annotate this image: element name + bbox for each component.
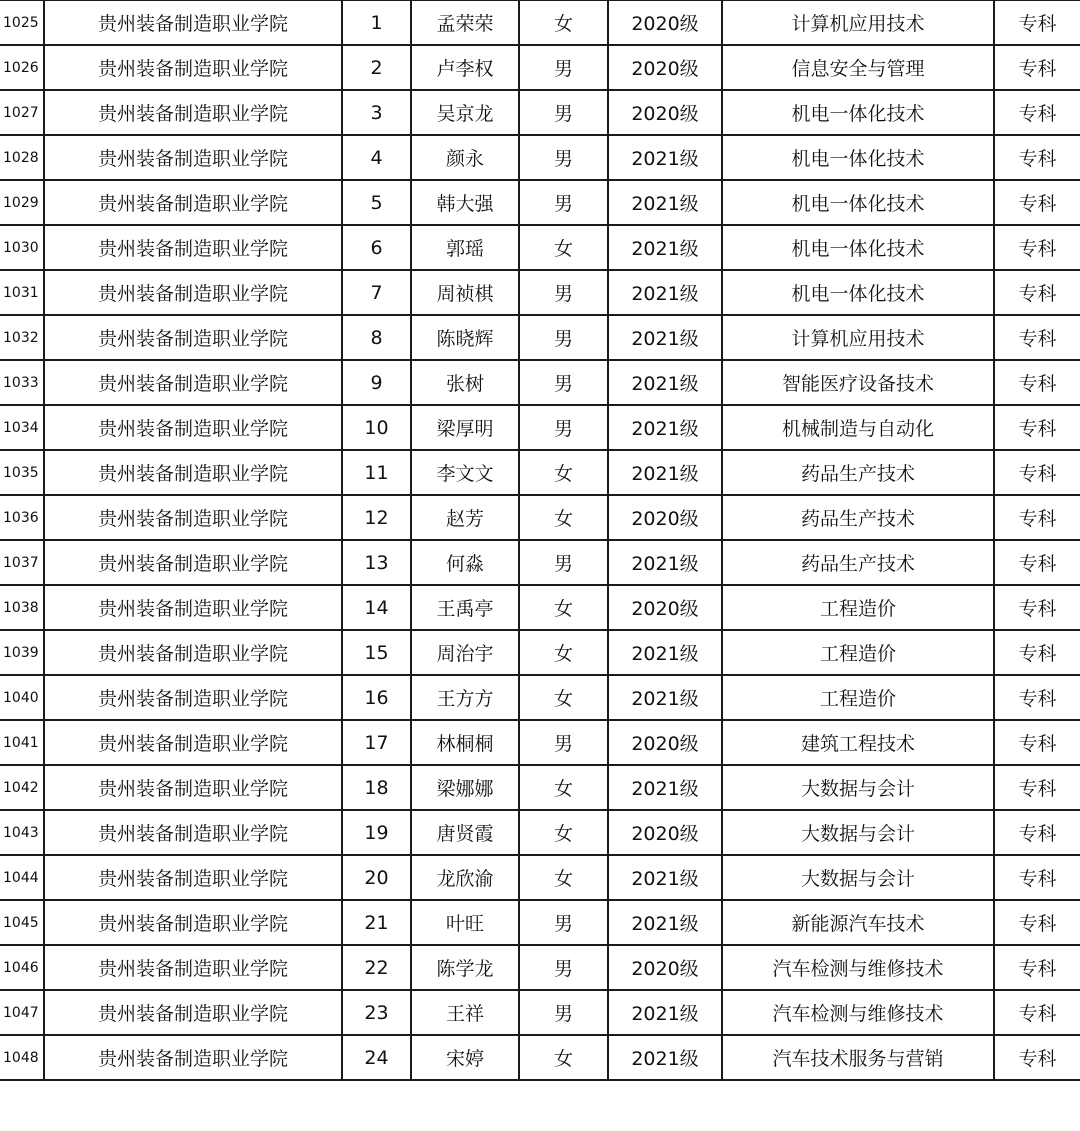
- student-name-cell[interactable]: 陈学龙: [411, 945, 519, 990]
- student-name-cell[interactable]: 林桐桐: [411, 720, 519, 765]
- education-level-cell[interactable]: 专科: [994, 675, 1080, 720]
- sequence-cell[interactable]: 8: [342, 315, 411, 360]
- major-cell[interactable]: 工程造价: [722, 585, 994, 630]
- sequence-cell[interactable]: 18: [342, 765, 411, 810]
- sequence-cell[interactable]: 4: [342, 135, 411, 180]
- education-level-cell[interactable]: 专科: [994, 270, 1080, 315]
- row-number-cell[interactable]: 1037: [0, 540, 44, 585]
- table-row[interactable]: [0, 855, 1080, 900]
- row-number-cell[interactable]: 1036: [0, 495, 44, 540]
- sequence-cell[interactable]: 24: [342, 1035, 411, 1080]
- table-row[interactable]: [0, 450, 1080, 495]
- gender-cell[interactable]: 女: [519, 225, 608, 270]
- table-row[interactable]: [0, 315, 1080, 360]
- student-name-cell[interactable]: 颜永: [411, 135, 519, 180]
- major-cell[interactable]: 机械制造与自动化: [722, 405, 994, 450]
- gender-cell[interactable]: 男: [519, 45, 608, 90]
- school-cell[interactable]: 贵州装备制造职业学院: [44, 675, 342, 720]
- gender-cell[interactable]: 男: [519, 360, 608, 405]
- sequence-cell[interactable]: 23: [342, 990, 411, 1035]
- sequence-cell[interactable]: 21: [342, 900, 411, 945]
- sequence-cell[interactable]: 17: [342, 720, 411, 765]
- row-number-cell[interactable]: 1029: [0, 180, 44, 225]
- student-name-cell[interactable]: 王方方: [411, 675, 519, 720]
- row-number-cell[interactable]: 1038: [0, 585, 44, 630]
- table-row[interactable]: [0, 225, 1080, 270]
- student-name-cell[interactable]: 龙欣渝: [411, 855, 519, 900]
- student-name-cell[interactable]: 唐贤霞: [411, 810, 519, 855]
- student-name-cell[interactable]: 郭瑶: [411, 225, 519, 270]
- gender-cell[interactable]: 女: [519, 765, 608, 810]
- school-cell[interactable]: 贵州装备制造职业学院: [44, 585, 342, 630]
- school-cell[interactable]: 贵州装备制造职业学院: [44, 855, 342, 900]
- sequence-cell[interactable]: 3: [342, 90, 411, 135]
- school-cell[interactable]: 贵州装备制造职业学院: [44, 90, 342, 135]
- major-cell[interactable]: 大数据与会计: [722, 810, 994, 855]
- table-row[interactable]: [0, 720, 1080, 765]
- sequence-cell[interactable]: 11: [342, 450, 411, 495]
- major-cell[interactable]: 大数据与会计: [722, 855, 994, 900]
- major-cell[interactable]: 药品生产技术: [722, 540, 994, 585]
- education-level-cell[interactable]: 专科: [994, 585, 1080, 630]
- student-name-cell[interactable]: 叶旺: [411, 900, 519, 945]
- student-name-cell[interactable]: 王禹亭: [411, 585, 519, 630]
- school-cell[interactable]: 贵州装备制造职业学院: [44, 495, 342, 540]
- grade-cell[interactable]: 2021级: [608, 540, 722, 585]
- major-cell[interactable]: 工程造价: [722, 630, 994, 675]
- major-cell[interactable]: 机电一体化技术: [722, 135, 994, 180]
- school-cell[interactable]: 贵州装备制造职业学院: [44, 720, 342, 765]
- gender-cell[interactable]: 男: [519, 270, 608, 315]
- student-name-cell[interactable]: 周治宇: [411, 630, 519, 675]
- school-cell[interactable]: 贵州装备制造职业学院: [44, 450, 342, 495]
- gender-cell[interactable]: 女: [519, 495, 608, 540]
- grade-cell[interactable]: 2020级: [608, 945, 722, 990]
- major-cell[interactable]: 机电一体化技术: [722, 180, 994, 225]
- table-row[interactable]: [0, 90, 1080, 135]
- major-cell[interactable]: 计算机应用技术: [722, 315, 994, 360]
- grade-cell[interactable]: 2021级: [608, 990, 722, 1035]
- student-name-cell[interactable]: 梁娜娜: [411, 765, 519, 810]
- table-row[interactable]: [0, 630, 1080, 675]
- sequence-cell[interactable]: 15: [342, 630, 411, 675]
- education-level-cell[interactable]: 专科: [994, 855, 1080, 900]
- major-cell[interactable]: 汽车检测与维修技术: [722, 945, 994, 990]
- grade-cell[interactable]: 2021级: [608, 180, 722, 225]
- row-number-cell[interactable]: 1025: [0, 0, 44, 45]
- gender-cell[interactable]: 女: [519, 675, 608, 720]
- table-row[interactable]: [0, 180, 1080, 225]
- school-cell[interactable]: 贵州装备制造职业学院: [44, 45, 342, 90]
- row-number-cell[interactable]: 1030: [0, 225, 44, 270]
- education-level-cell[interactable]: 专科: [994, 495, 1080, 540]
- sequence-cell[interactable]: 22: [342, 945, 411, 990]
- gender-cell[interactable]: 男: [519, 405, 608, 450]
- sequence-cell[interactable]: 10: [342, 405, 411, 450]
- education-level-cell[interactable]: 专科: [994, 765, 1080, 810]
- grade-cell[interactable]: 2021级: [608, 900, 722, 945]
- table-row[interactable]: [0, 675, 1080, 720]
- grade-cell[interactable]: 2021级: [608, 315, 722, 360]
- table-row[interactable]: [0, 405, 1080, 450]
- row-number-cell[interactable]: 1032: [0, 315, 44, 360]
- major-cell[interactable]: 工程造价: [722, 675, 994, 720]
- school-cell[interactable]: 贵州装备制造职业学院: [44, 810, 342, 855]
- student-name-cell[interactable]: 张树: [411, 360, 519, 405]
- major-cell[interactable]: 药品生产技术: [722, 450, 994, 495]
- gender-cell[interactable]: 女: [519, 810, 608, 855]
- major-cell[interactable]: 机电一体化技术: [722, 90, 994, 135]
- school-cell[interactable]: 贵州装备制造职业学院: [44, 765, 342, 810]
- education-level-cell[interactable]: 专科: [994, 45, 1080, 90]
- student-name-cell[interactable]: 吴京龙: [411, 90, 519, 135]
- education-level-cell[interactable]: 专科: [994, 0, 1080, 45]
- sequence-cell[interactable]: 5: [342, 180, 411, 225]
- sequence-cell[interactable]: 1: [342, 0, 411, 45]
- table-row[interactable]: [0, 810, 1080, 855]
- grade-cell[interactable]: 2020级: [608, 90, 722, 135]
- gender-cell[interactable]: 女: [519, 855, 608, 900]
- major-cell[interactable]: 新能源汽车技术: [722, 900, 994, 945]
- row-number-cell[interactable]: 1026: [0, 45, 44, 90]
- sequence-cell[interactable]: 13: [342, 540, 411, 585]
- row-number-cell[interactable]: 1027: [0, 90, 44, 135]
- table-row[interactable]: [0, 900, 1080, 945]
- table-row[interactable]: [0, 765, 1080, 810]
- school-cell[interactable]: 贵州装备制造职业学院: [44, 900, 342, 945]
- gender-cell[interactable]: 男: [519, 720, 608, 765]
- major-cell[interactable]: 机电一体化技术: [722, 270, 994, 315]
- school-cell[interactable]: 贵州装备制造职业学院: [44, 180, 342, 225]
- grade-cell[interactable]: 2021级: [608, 225, 722, 270]
- gender-cell[interactable]: 男: [519, 180, 608, 225]
- school-cell[interactable]: 贵州装备制造职业学院: [44, 225, 342, 270]
- education-level-cell[interactable]: 专科: [994, 990, 1080, 1035]
- grade-cell[interactable]: 2021级: [608, 450, 722, 495]
- grade-cell[interactable]: 2020级: [608, 45, 722, 90]
- row-number-cell[interactable]: 1043: [0, 810, 44, 855]
- grade-cell[interactable]: 2020级: [608, 810, 722, 855]
- student-name-cell[interactable]: 王祥: [411, 990, 519, 1035]
- table-row[interactable]: [0, 0, 1080, 45]
- gender-cell[interactable]: 女: [519, 0, 608, 45]
- education-level-cell[interactable]: 专科: [994, 810, 1080, 855]
- table-row[interactable]: [0, 270, 1080, 315]
- grade-cell[interactable]: 2021级: [608, 855, 722, 900]
- row-number-cell[interactable]: 1048: [0, 1035, 44, 1080]
- major-cell[interactable]: 建筑工程技术: [722, 720, 994, 765]
- major-cell[interactable]: 计算机应用技术: [722, 0, 994, 45]
- table-row[interactable]: [0, 585, 1080, 630]
- gender-cell[interactable]: 女: [519, 630, 608, 675]
- major-cell[interactable]: 汽车检测与维修技术: [722, 990, 994, 1035]
- education-level-cell[interactable]: 专科: [994, 720, 1080, 765]
- sequence-cell[interactable]: 14: [342, 585, 411, 630]
- sequence-cell[interactable]: 16: [342, 675, 411, 720]
- student-name-cell[interactable]: 韩大强: [411, 180, 519, 225]
- table-row[interactable]: [0, 495, 1080, 540]
- gender-cell[interactable]: 男: [519, 900, 608, 945]
- student-name-cell[interactable]: 宋婷: [411, 1035, 519, 1080]
- table-row[interactable]: [0, 540, 1080, 585]
- sequence-cell[interactable]: 7: [342, 270, 411, 315]
- row-number-cell[interactable]: 1028: [0, 135, 44, 180]
- row-number-cell[interactable]: 1046: [0, 945, 44, 990]
- row-number-cell[interactable]: 1040: [0, 675, 44, 720]
- education-level-cell[interactable]: 专科: [994, 360, 1080, 405]
- table-row[interactable]: [0, 45, 1080, 90]
- gender-cell[interactable]: 男: [519, 315, 608, 360]
- grade-cell[interactable]: 2021级: [608, 360, 722, 405]
- major-cell[interactable]: 信息安全与管理: [722, 45, 994, 90]
- row-number-cell[interactable]: 1045: [0, 900, 44, 945]
- student-name-cell[interactable]: 赵芳: [411, 495, 519, 540]
- gender-cell[interactable]: 女: [519, 1035, 608, 1080]
- education-level-cell[interactable]: 专科: [994, 630, 1080, 675]
- education-level-cell[interactable]: 专科: [994, 315, 1080, 360]
- major-cell[interactable]: 智能医疗设备技术: [722, 360, 994, 405]
- education-level-cell[interactable]: 专科: [994, 405, 1080, 450]
- grade-cell[interactable]: 2020级: [608, 495, 722, 540]
- sequence-cell[interactable]: 19: [342, 810, 411, 855]
- education-level-cell[interactable]: 专科: [994, 900, 1080, 945]
- school-cell[interactable]: 贵州装备制造职业学院: [44, 990, 342, 1035]
- education-level-cell[interactable]: 专科: [994, 135, 1080, 180]
- grade-cell[interactable]: 2021级: [608, 270, 722, 315]
- row-number-cell[interactable]: 1035: [0, 450, 44, 495]
- grade-cell[interactable]: 2020级: [608, 720, 722, 765]
- school-cell[interactable]: 贵州装备制造职业学院: [44, 0, 342, 45]
- school-cell[interactable]: 贵州装备制造职业学院: [44, 540, 342, 585]
- sequence-cell[interactable]: 2: [342, 45, 411, 90]
- sequence-cell[interactable]: 12: [342, 495, 411, 540]
- row-number-cell[interactable]: 1039: [0, 630, 44, 675]
- row-number-cell[interactable]: 1044: [0, 855, 44, 900]
- gender-cell[interactable]: 男: [519, 90, 608, 135]
- major-cell[interactable]: 汽车技术服务与营销: [722, 1035, 994, 1080]
- education-level-cell[interactable]: 专科: [994, 450, 1080, 495]
- gender-cell[interactable]: 女: [519, 585, 608, 630]
- student-name-cell[interactable]: 何淼: [411, 540, 519, 585]
- school-cell[interactable]: 贵州装备制造职业学院: [44, 360, 342, 405]
- grade-cell[interactable]: 2021级: [608, 630, 722, 675]
- sequence-cell[interactable]: 20: [342, 855, 411, 900]
- major-cell[interactable]: 大数据与会计: [722, 765, 994, 810]
- row-number-cell[interactable]: 1031: [0, 270, 44, 315]
- grade-cell[interactable]: 2021级: [608, 405, 722, 450]
- grade-cell[interactable]: 2021级: [608, 765, 722, 810]
- gender-cell[interactable]: 男: [519, 540, 608, 585]
- student-name-cell[interactable]: 陈晓辉: [411, 315, 519, 360]
- grade-cell[interactable]: 2021级: [608, 675, 722, 720]
- student-name-cell[interactable]: 梁厚明: [411, 405, 519, 450]
- education-level-cell[interactable]: 专科: [994, 180, 1080, 225]
- school-cell[interactable]: 贵州装备制造职业学院: [44, 315, 342, 360]
- row-number-cell[interactable]: 1033: [0, 360, 44, 405]
- gender-cell[interactable]: 男: [519, 945, 608, 990]
- student-name-cell[interactable]: 孟荣荣: [411, 0, 519, 45]
- table-row[interactable]: [0, 1035, 1080, 1080]
- gender-cell[interactable]: 女: [519, 450, 608, 495]
- sequence-cell[interactable]: 6: [342, 225, 411, 270]
- table-row[interactable]: [0, 990, 1080, 1035]
- row-number-cell[interactable]: 1034: [0, 405, 44, 450]
- row-number-cell[interactable]: 1041: [0, 720, 44, 765]
- grade-cell[interactable]: 2020级: [608, 0, 722, 45]
- table-row[interactable]: [0, 360, 1080, 405]
- row-number-cell[interactable]: 1042: [0, 765, 44, 810]
- school-cell[interactable]: 贵州装备制造职业学院: [44, 135, 342, 180]
- grade-cell[interactable]: 2020级: [608, 585, 722, 630]
- major-cell[interactable]: 机电一体化技术: [722, 225, 994, 270]
- education-level-cell[interactable]: 专科: [994, 225, 1080, 270]
- row-number-cell[interactable]: 1047: [0, 990, 44, 1035]
- education-level-cell[interactable]: 专科: [994, 540, 1080, 585]
- student-name-cell[interactable]: 周祯棋: [411, 270, 519, 315]
- grade-cell[interactable]: 2021级: [608, 1035, 722, 1080]
- gender-cell[interactable]: 男: [519, 135, 608, 180]
- school-cell[interactable]: 贵州装备制造职业学院: [44, 270, 342, 315]
- table-row[interactable]: [0, 945, 1080, 990]
- school-cell[interactable]: 贵州装备制造职业学院: [44, 945, 342, 990]
- gender-cell[interactable]: 男: [519, 990, 608, 1035]
- school-cell[interactable]: 贵州装备制造职业学院: [44, 405, 342, 450]
- major-cell[interactable]: 药品生产技术: [722, 495, 994, 540]
- school-cell[interactable]: 贵州装备制造职业学院: [44, 630, 342, 675]
- grade-cell[interactable]: 2021级: [608, 135, 722, 180]
- education-level-cell[interactable]: 专科: [994, 945, 1080, 990]
- education-level-cell[interactable]: 专科: [994, 1035, 1080, 1080]
- student-name-cell[interactable]: 卢李权: [411, 45, 519, 90]
- sequence-cell[interactable]: 9: [342, 360, 411, 405]
- school-cell[interactable]: 贵州装备制造职业学院: [44, 1035, 342, 1080]
- student-name-cell[interactable]: 李文文: [411, 450, 519, 495]
- education-level-cell[interactable]: 专科: [994, 90, 1080, 135]
- table-row[interactable]: [0, 135, 1080, 180]
